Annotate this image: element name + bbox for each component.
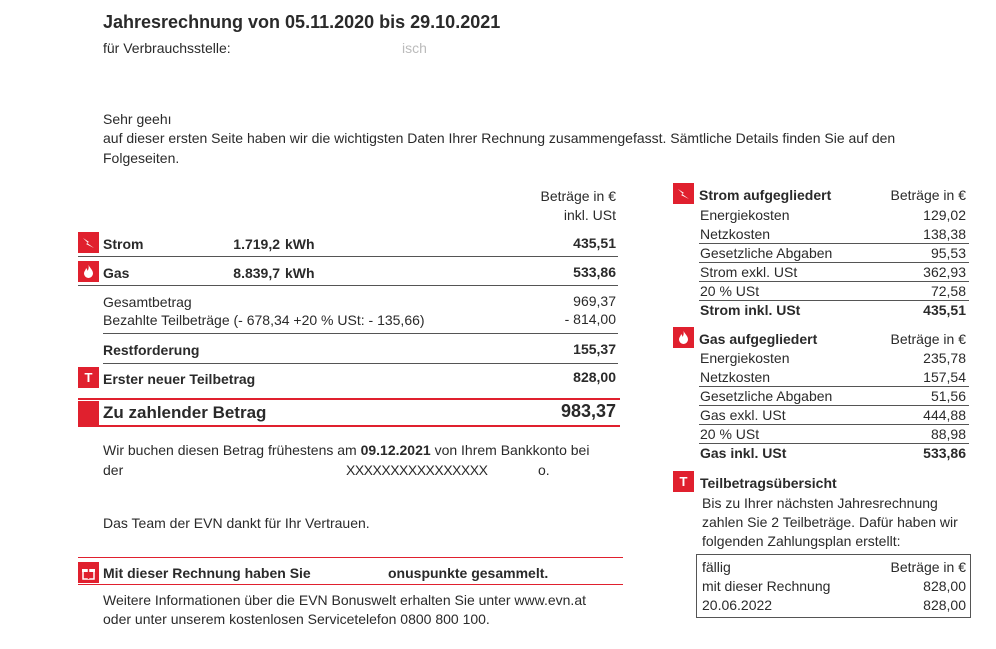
strom-detail-row-label: 20 % USt bbox=[700, 283, 760, 299]
strom-detail-row-value: 72,58 bbox=[930, 283, 966, 299]
page-title: Jahresrechnung von 05.11.2020 bis 29.10.2021 bbox=[103, 12, 501, 32]
verbrauchsstelle-label: für Verbrauchsstelle: bbox=[103, 40, 231, 56]
strom-detail-col-header: Beträge in € bbox=[890, 187, 966, 203]
divider bbox=[699, 386, 969, 387]
gas-detail-row-label: 20 % USt bbox=[700, 426, 760, 442]
strom-unit: kWh bbox=[285, 236, 315, 252]
gas-detail-row-label: Gesetzliche Abgaben bbox=[700, 388, 833, 404]
strom-detail-total-label: Strom inkl. USt bbox=[700, 302, 801, 318]
gas-detail-row-value: 51,56 bbox=[930, 388, 966, 404]
letter-t-icon: T bbox=[78, 367, 99, 388]
gesamtbetrag-amount: 969,37 bbox=[573, 293, 616, 309]
gas-detail-total-label: Gas inkl. USt bbox=[700, 445, 787, 461]
divider bbox=[78, 256, 618, 257]
restforderung-label: Restforderung bbox=[103, 342, 200, 358]
gas-qty: 8.839,7 bbox=[233, 265, 280, 281]
payment-text-post: von Ihrem Bankkonto bei bbox=[434, 442, 590, 458]
thanks-text: Das Team der EVN dankt für Ihr Vertrauen. bbox=[103, 515, 370, 531]
payment-date: 09.12.2021 bbox=[360, 442, 431, 458]
strom-detail-row-value: 129,02 bbox=[923, 207, 966, 223]
gas-detail-row-label: Netzkosten bbox=[700, 369, 771, 385]
payment-line-2-pre: der bbox=[103, 462, 124, 478]
strom-qty: 1.719,2 bbox=[233, 236, 280, 252]
summary-col-header-2: inkl. USt bbox=[563, 207, 616, 223]
strom-amount: 435,51 bbox=[573, 235, 616, 251]
gas-label: Gas bbox=[103, 265, 130, 281]
flame-icon bbox=[78, 261, 99, 282]
teilbetrag-overview-title: Teilbetragsübersicht bbox=[700, 475, 837, 491]
payment-plan-row-value: 828,00 bbox=[923, 578, 966, 594]
bezahlte-teilbetraege-label: Bezahlte Teilbeträge (- 678,34 +20 % USt: - 135,66) bbox=[103, 312, 425, 328]
payment-plan-row-label: 20.06.2022 bbox=[702, 597, 773, 613]
payment-plan-row-label: mit dieser Rechnung bbox=[702, 578, 831, 594]
gas-detail-row-label: Energiekosten bbox=[700, 350, 790, 366]
divider bbox=[699, 424, 969, 425]
strom-detail-row-label: Energiekosten bbox=[700, 207, 790, 223]
divider bbox=[103, 363, 618, 364]
divider bbox=[78, 425, 620, 427]
zahlend-amount: 983,37 bbox=[560, 401, 616, 421]
teilbetrag-label: Erster neuer Teilbetrag bbox=[103, 371, 256, 387]
gesamtbetrag-label: Gesamtbetrag bbox=[103, 294, 192, 310]
strom-detail-row-label: Strom exkl. USt bbox=[700, 264, 798, 280]
bonus-title-post: onuspunkte gesammelt. bbox=[388, 565, 549, 581]
payment-plan-row-value: 828,00 bbox=[923, 597, 966, 613]
divider bbox=[78, 557, 623, 558]
strom-detail-title: Strom aufgegliedert bbox=[699, 187, 832, 203]
gas-detail-col-header: Beträge in € bbox=[890, 331, 966, 347]
payment-plan-col-2: Beträge in € bbox=[890, 559, 966, 575]
summary-col-header-1: Beträge in € bbox=[540, 188, 616, 204]
bonus-line-2: oder unter unserem kostenlosen Servicetelefon 0800 800 100. bbox=[103, 611, 490, 627]
divider bbox=[78, 285, 618, 286]
restforderung-amount: 155,37 bbox=[573, 341, 616, 357]
divider bbox=[699, 243, 969, 244]
strom-detail-row-label: Gesetzliche Abgaben bbox=[700, 245, 833, 261]
verbrauchsstelle-tail: isch bbox=[402, 40, 427, 56]
lightning-icon bbox=[673, 183, 694, 204]
lightning-icon bbox=[78, 232, 99, 253]
divider bbox=[699, 443, 969, 444]
gas-detail-row-value: 444,88 bbox=[923, 407, 966, 423]
gift-icon bbox=[78, 562, 99, 583]
gas-detail-row-value: 235,78 bbox=[923, 350, 966, 366]
iban-masked: XXXXXXXXXXXXXXXX bbox=[346, 462, 488, 478]
payment-text-pre: Wir buchen diesen Betrag frühestens am bbox=[103, 442, 357, 458]
strom-detail-row-value: 362,93 bbox=[923, 264, 966, 280]
divider bbox=[78, 584, 623, 585]
gas-detail-title: Gas aufgegliedert bbox=[699, 331, 818, 347]
gas-amount: 533,86 bbox=[573, 264, 616, 280]
bonus-line-1: Weitere Informationen über die EVN Bonuswelt erhalten Sie unter www.evn.at bbox=[103, 592, 586, 608]
teilbetrag-overview-line-1: Bis zu Ihrer nächsten Jahresrechnung bbox=[702, 495, 938, 511]
payment-plan-col-1: fällig bbox=[702, 559, 731, 575]
bonus-title-pre: Mit dieser Rechnung haben Sie bbox=[103, 565, 311, 581]
greeting: Sehr geehı bbox=[103, 111, 172, 127]
divider bbox=[78, 398, 620, 400]
gas-detail-row-label: Gas exkl. USt bbox=[700, 407, 786, 423]
teilbetrag-overview-line-3: folgenden Zahlungsplan erstellt: bbox=[702, 533, 901, 549]
gas-unit: kWh bbox=[285, 265, 315, 281]
bezahlte-teilbetraege-amount: - 814,00 bbox=[564, 311, 616, 327]
gas-detail-row-value: 88,98 bbox=[930, 426, 966, 442]
strom-detail-row-value: 95,53 bbox=[930, 245, 966, 261]
strom-detail-row-value: 138,38 bbox=[923, 226, 966, 242]
payment-line-1 bbox=[103, 442, 589, 458]
divider bbox=[699, 262, 969, 263]
teilbetrag-amount: 828,00 bbox=[573, 369, 616, 385]
payment-line-2-post: o. bbox=[538, 462, 550, 478]
gas-detail-total-value: 533,86 bbox=[923, 445, 966, 461]
total-marker bbox=[78, 401, 99, 425]
flame-icon bbox=[673, 327, 694, 348]
zahlend-label: Zu zahlender Betrag bbox=[103, 403, 267, 422]
divider bbox=[699, 300, 969, 301]
strom-detail-total-value: 435,51 bbox=[923, 302, 966, 318]
intro-line-1: auf dieser ersten Seite haben wir die wichtigsten Daten Ihrer Rechnung zusammengefasst. Sämtliche Details finden Sie auf den bbox=[103, 130, 896, 146]
gas-detail-row-value: 157,54 bbox=[923, 369, 966, 385]
divider bbox=[699, 281, 969, 282]
intro-line-2: Folgeseiten. bbox=[103, 150, 180, 166]
letter-t-icon: T bbox=[673, 471, 694, 492]
divider bbox=[103, 333, 618, 334]
teilbetrag-overview-line-2: zahlen Sie 2 Teilbeträge. Dafür haben wir bbox=[702, 514, 958, 530]
strom-label: Strom bbox=[103, 236, 144, 252]
strom-detail-row-label: Netzkosten bbox=[700, 226, 771, 242]
divider bbox=[699, 405, 969, 406]
